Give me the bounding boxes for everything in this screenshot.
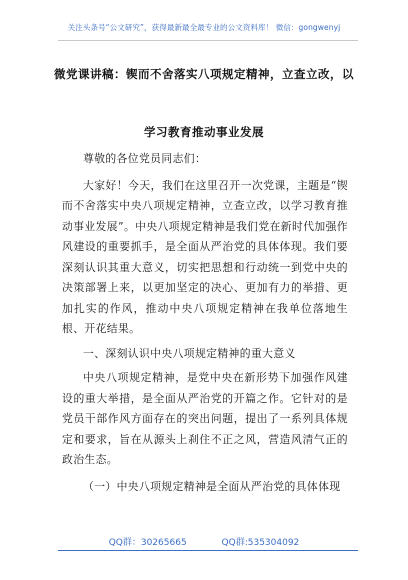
footer-qq-group-2: QQ群:535304092 xyxy=(221,538,300,548)
section-heading-1: 一、深刻认识中央八项规定精神的重大意义 xyxy=(83,346,296,360)
document-title-line-2: 学习教育推动事业发展 xyxy=(144,125,264,139)
footer-divider xyxy=(58,550,358,551)
footer xyxy=(0,535,408,548)
document-title-line-1: 微党课讲稿：锲而不舍落实八项规定精神，立查立改，以 xyxy=(54,67,354,81)
subsection-heading-1: （一）中央八项规定精神是全面从严治党的具体体现 xyxy=(83,479,341,493)
footer-qq-group-1: QQ群：30265665 xyxy=(108,538,187,548)
header-divider xyxy=(58,40,358,41)
paragraph-significance: 中央八项规定精神，是党中央在新形势下加强作风建设的重大举措，是全面从严治党的开篇之作。它针对的是党员干部作风方面存在的突出问题，提出了一系列具体规定和要求，旨在从源头上刹住不正之风，营造风清气正的政治生态。 xyxy=(62,371,348,466)
header-note: 关注头条号“公文研究”，获得最新最全最专业的公文资料库！ 微信：gongwenyj xyxy=(67,23,341,32)
document-body xyxy=(62,145,348,497)
salutation: 尊敬的各位党员同志们： xyxy=(83,152,207,165)
paragraph-intro: 大家好！今天，我们在这里召开一次党课，主题是“锲而不舍落实中央八项规定精神，立查立改，以学习教育推动事业发展”。中央八项规定精神是我们党在新时代加强作风建设的重要抓手，是全面从严治党的具体体现。我们要深刻认识其重大意义，切实把思想和行动统一到党中央的决策部署上来，以更加坚定的决心、更加有力的举措、更加扎实的作风，推动中央八项规定精神在我单位落地生根、开花结果。 xyxy=(62,178,348,335)
